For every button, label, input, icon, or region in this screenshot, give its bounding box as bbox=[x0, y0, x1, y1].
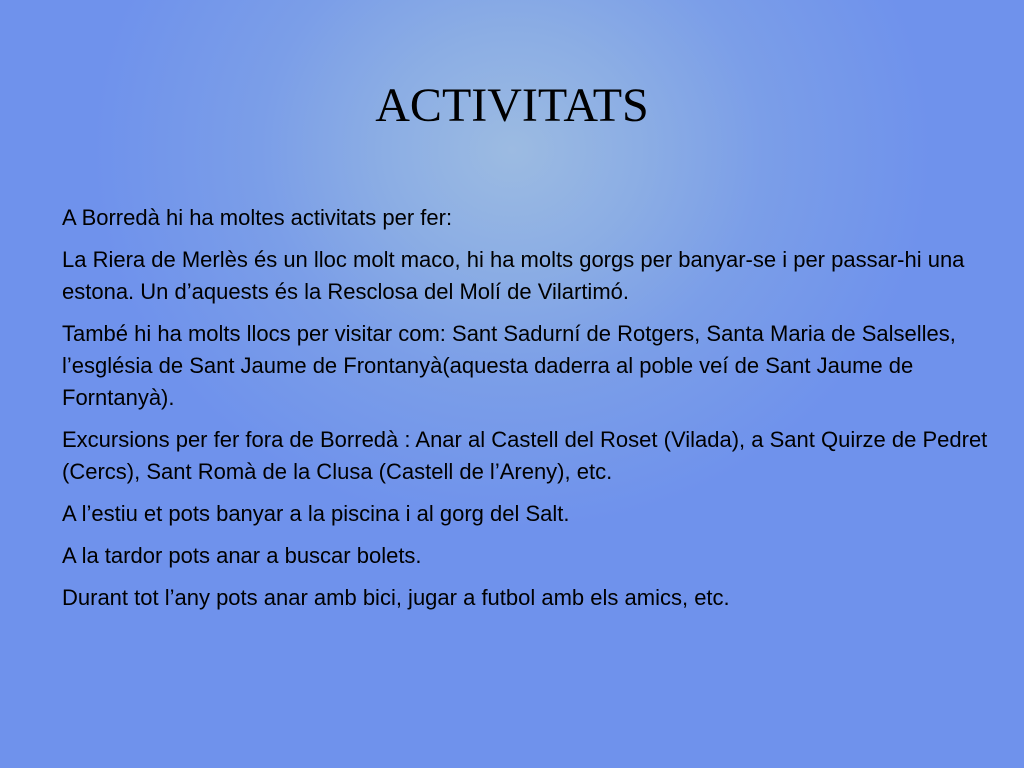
slide-body bbox=[62, 202, 1002, 624]
paragraph-estiu: A l’estiu et pots banyar a la piscina i al gorg del Salt. bbox=[62, 501, 570, 526]
paragraph-llocs: També hi ha molts llocs per visitar com: Sant Sadurní de Rotgers, Santa Maria de Salselles, l’església de Sant Jaume de Frontanyà(aquesta daderra al poble veí de Sant Jaume de Forntanyà). bbox=[62, 321, 956, 410]
paragraph-tardor: A la tardor pots anar a buscar bolets. bbox=[62, 543, 422, 568]
paragraph-any: Durant tot l’any pots anar amb bici, jugar a futbol amb els amics, etc. bbox=[62, 585, 730, 610]
paragraph-riera: La Riera de Merlès és un lloc molt maco, hi ha molts gorgs per banyar-se i per passar-hi una estona. Un d’aquests és la Resclosa del Molí de Vilartimó. bbox=[62, 247, 965, 304]
paragraph-excursions: Excursions per fer fora de Borredà : Anar al Castell del Roset (Vilada), a Sant Quirze de Pedret (Cercs), Sant Romà de la Clusa (Castell de l’Areny), etc. bbox=[62, 427, 988, 484]
paragraph-intro: A Borredà hi ha moltes activitats per fer: bbox=[62, 205, 453, 230]
slide-title-text: ACTIVITATS bbox=[375, 79, 649, 132]
slide-title bbox=[0, 76, 1024, 136]
